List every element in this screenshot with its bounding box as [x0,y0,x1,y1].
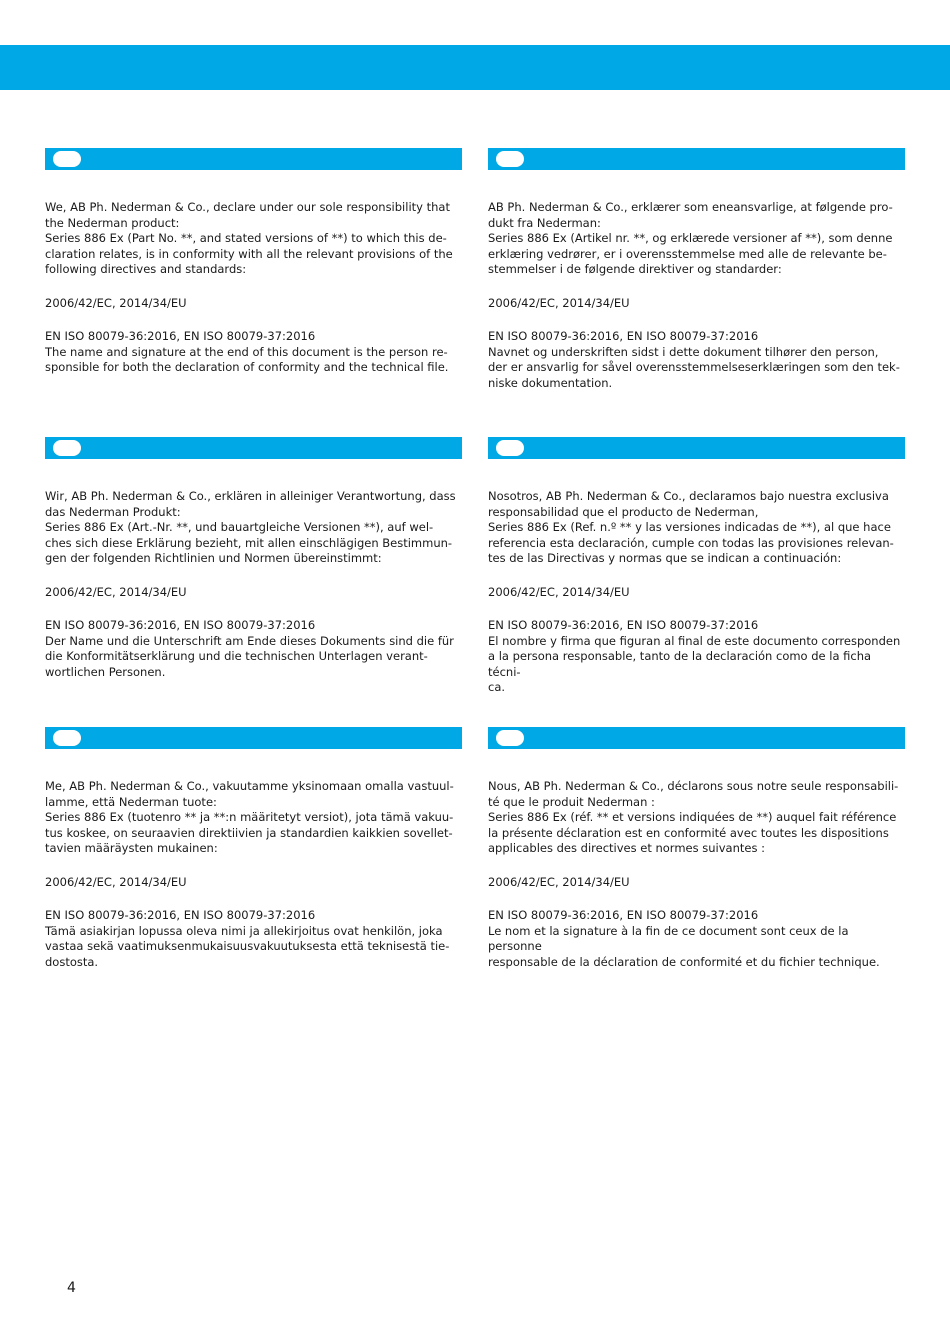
directives-list: 2006/42/EC, 2014/34/EU [45,295,187,310]
standards-list: EN ISO 80079-36:2016, EN ISO 80079-37:2016 [45,329,316,343]
directives-list: 2006/42/EC, 2014/34/EU [45,584,187,599]
standards-list: EN ISO 80079-36:2016, EN ISO 80079-37:2016 [45,908,316,922]
language-pill-icon [53,730,81,746]
standards-list: EN ISO 80079-36:2016, EN ISO 80079-37:2016 [45,618,316,632]
directives-list: 2006/42/EC, 2014/34/EU [488,295,630,310]
page-number: 4 [67,1280,76,1296]
declaration-intro: Nous, AB Ph. Nederman & Co., déclarons sous notre seule responsabili- té que le produit Nederman : Series 886 Ex (réf. ** et versions indiquées de **) auquel fait référence la présente déclaration est en conformité avec toutes les dispositions applicables des directives et normes suivantes : [488,779,899,855]
signature-note: The name and signature at the end of this document is the person re- sponsible for both the declaration of conformity and the technical file. [45,344,449,374]
declaration-intro: Nosotros, AB Ph. Nederman & Co., declaramos bajo nuestra exclusiva responsabilidad que el producto de Nederman, Series 886 Ex (Ref. n.º ** y las versiones indicadas de **), al que hace referencia esta declaración, cumple con todas las provisiones relevan- tes de las Directivas y normas que se indican a continuación: [488,489,894,565]
header-band [0,45,950,90]
language-pill-icon [496,151,524,167]
language-pill-icon [496,730,524,746]
declaration-section-fr [488,727,905,970]
section-header-bar [45,437,462,459]
standards-list: EN ISO 80079-36:2016, EN ISO 80079-37:2016 [488,329,759,343]
language-pill-icon [53,440,81,456]
directives-list: 2006/42/EC, 2014/34/EU [488,874,630,889]
standards-list: EN ISO 80079-36:2016, EN ISO 80079-37:2016 [488,618,759,632]
declaration-section-en [45,148,462,376]
section-header-bar [488,148,905,170]
directives-list: 2006/42/EC, 2014/34/EU [45,874,187,889]
declaration-intro: Me, AB Ph. Nederman & Co., vakuutamme yksinomaan omalla vastuul- lamme, että Nederman tuote: Series 886 Ex (tuotenro ** ja **:n määritetyt versiot), jota tämä vakuu- tus koskee, on seuraavien direktiivien ja standardien kaikkien sovellet- tavien määräysten mukainen: [45,779,454,855]
directives-list: 2006/42/EC, 2014/34/EU [488,584,630,599]
declaration-section-es [488,437,905,696]
declaration-intro: AB Ph. Nederman & Co., erklærer som eneansvarlige, at følgende pro- dukt fra Nederman: Series 886 Ex (Artikel nr. **, og erklærede versioner af **), som denne erklæring vedrører, er i overensstemmelse med alle de relevante be- stemmelser i de følgende direktiver og standarder: [488,200,893,276]
declaration-intro: We, AB Ph. Nederman & Co., declare under our sole responsibility that the Nederman product: Series 886 Ex (Part No. **, and stated versions of **) to which this de- claration relates, is in conformity with all the relevant provisions of the following directives and standards: [45,200,453,276]
declaration-intro: Wir, AB Ph. Nederman & Co., erklären in alleiniger Verantwortung, dass das Nederman Produkt: Series 886 Ex (Art.-Nr. **, und bauartgleiche Versionen **), auf wel- ches sich diese Erklärung bezieht, mit allen einschlägigen Bestimmun- gen der folgenden Richtlinien und Normen übereinstimmt: [45,489,456,565]
section-header-bar [45,148,462,170]
language-pill-icon [53,151,81,167]
section-header-bar [488,727,905,749]
section-header-bar [45,727,462,749]
declaration-section-fi [45,727,462,970]
signature-note: Le nom et la signature à la fin de ce document sont ceux de la personne responsable de la déclaration de conformité et du fichier technique. [488,923,880,969]
signature-note: Tämä asiakirjan lopussa oleva nimi ja allekirjoitus ovat henkilön, joka vastaa sekä vaatimuksenmukaisuusvakuutuksesta että teknisestä tie- dostosta. [45,923,450,969]
section-header-bar [488,437,905,459]
standards-list: EN ISO 80079-36:2016, EN ISO 80079-37:2016 [488,908,759,922]
signature-note: Der Name und die Unterschrift am Ende dieses Dokuments sind die für die Konformitätserklärung und die technischen Unterlagen verant- wortlichen Personen. [45,633,454,679]
declaration-section-de [45,437,462,680]
signature-note: El nombre y firma que figuran al final de este documento corresponden a la persona responsable, tanto de la declaración como de la ficha técni- ca. [488,633,901,694]
signature-note: Navnet og underskriften sidst i dette dokument tilhører den person, der er ansvarlig for såvel overensstemmelseserklæringen som den tek- niske dokumentation. [488,344,900,390]
declaration-section-da [488,148,905,391]
language-pill-icon [496,440,524,456]
